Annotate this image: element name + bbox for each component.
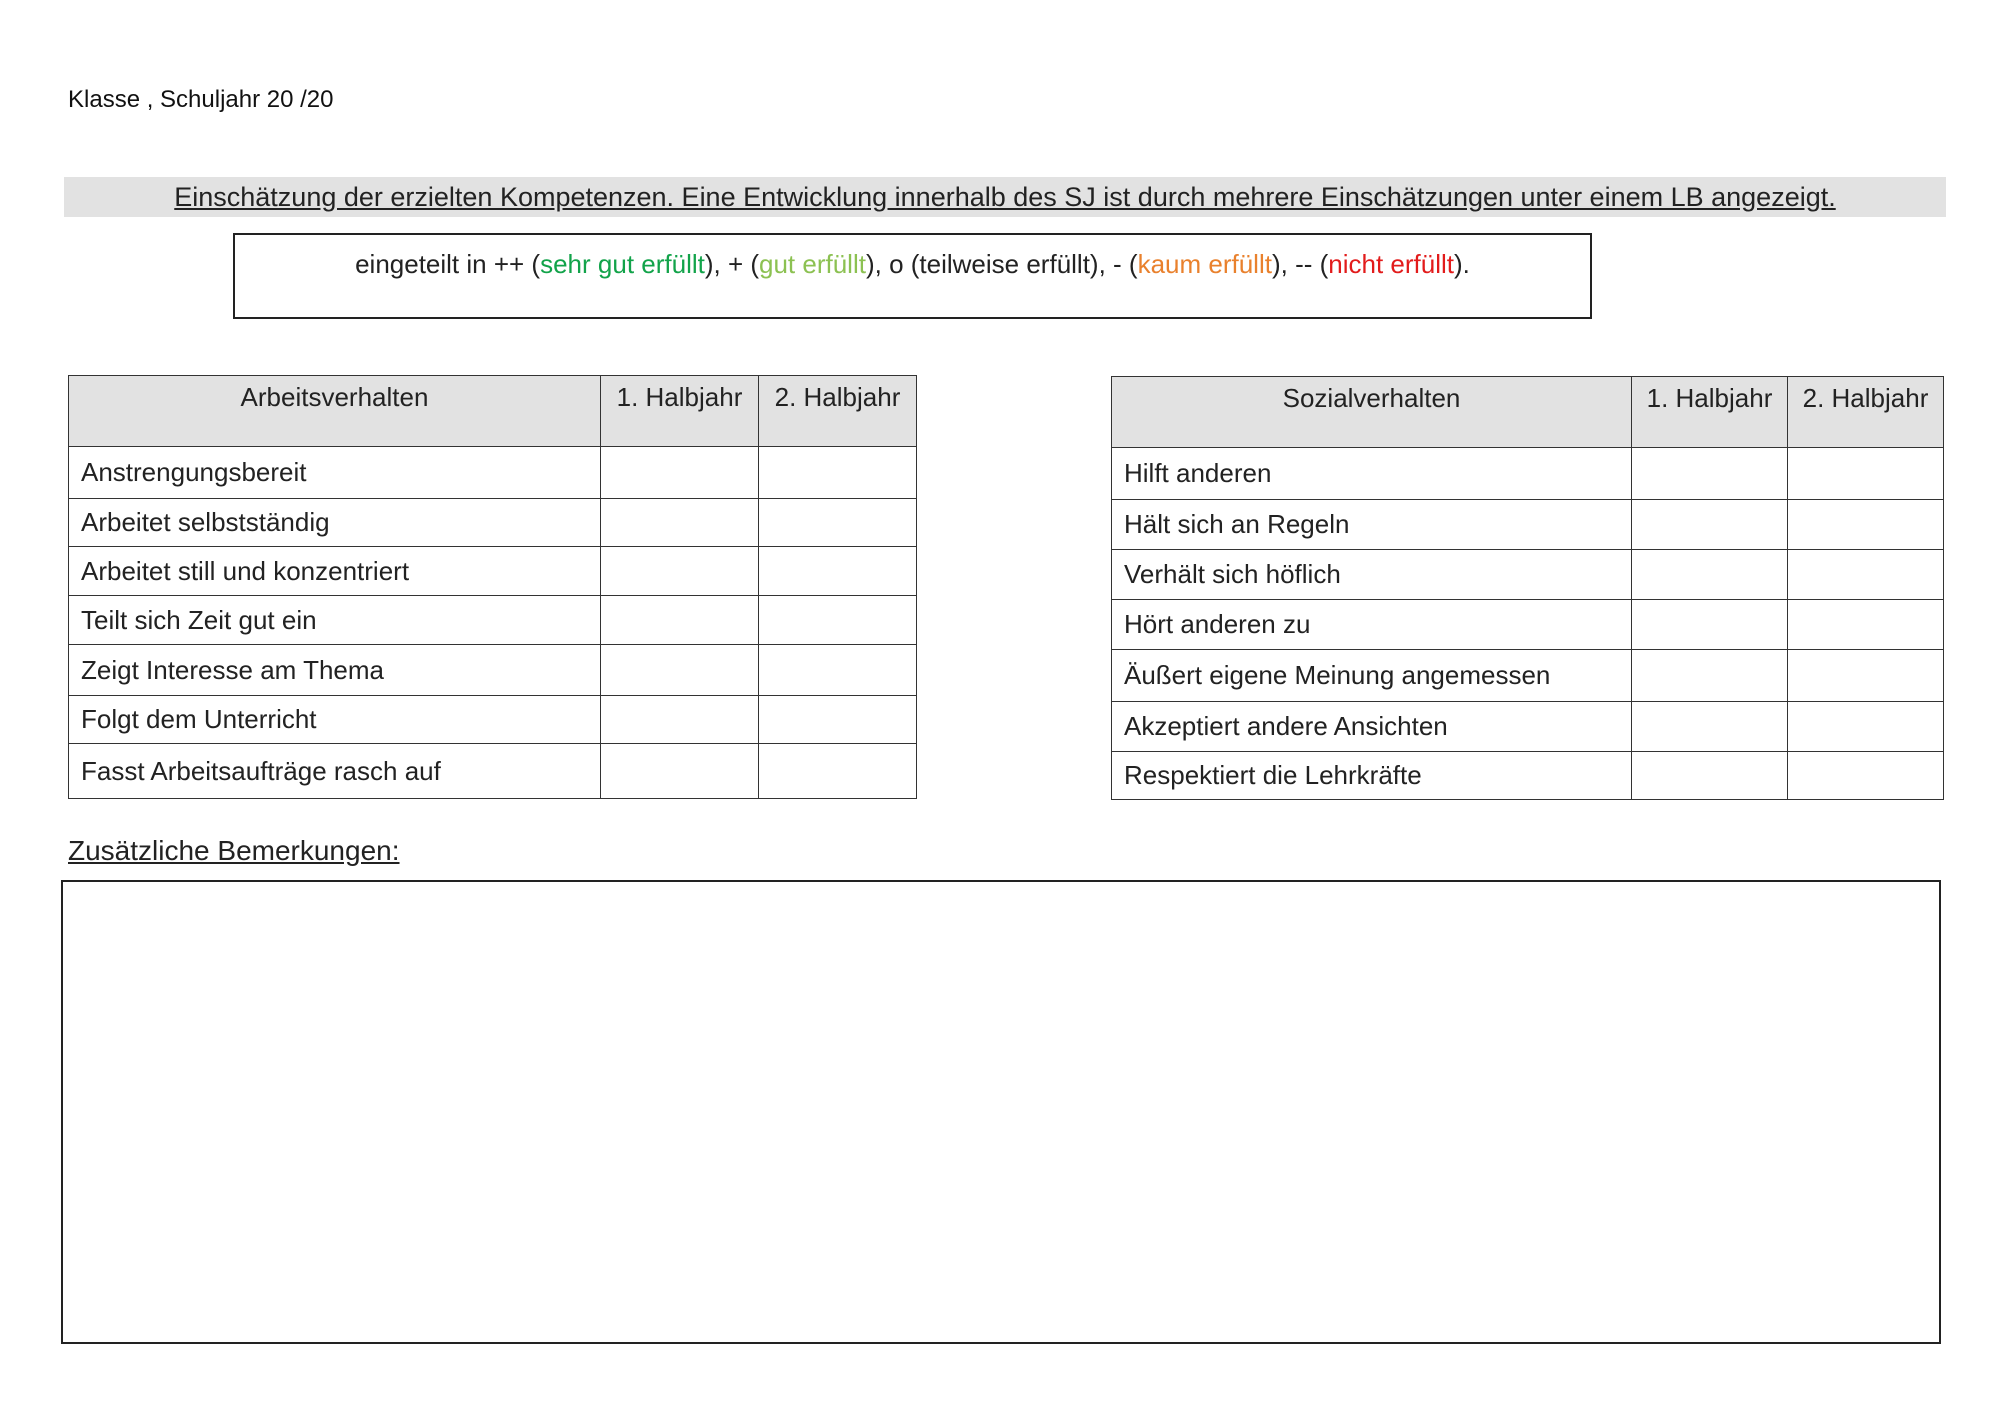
work-criterion: Zeigt Interesse am Thema	[69, 645, 601, 696]
table-header-row	[1112, 377, 1944, 448]
work-col-halbjahr-1: 1. Halbjahr	[601, 376, 759, 447]
rating-cell-halbjahr-2[interactable]	[759, 447, 917, 499]
legend-prefix: eingeteilt in ++ (	[355, 249, 541, 279]
social-behavior-table	[1111, 376, 1944, 800]
remarks-label: Zusätzliche Bemerkungen:	[68, 835, 400, 866]
social-criterion: Äußert eigene Meinung angemessen	[1112, 650, 1632, 702]
table-row	[1112, 550, 1944, 600]
social-criterion: Verhält sich höflich	[1112, 550, 1632, 600]
social-header: Sozialverhalten	[1112, 377, 1632, 448]
table-row	[69, 547, 917, 596]
rating-cell-halbjahr-1[interactable]	[601, 696, 759, 744]
rating-cell-halbjahr-2[interactable]	[1788, 448, 1944, 500]
work-criterion: Teilt sich Zeit gut ein	[69, 596, 601, 645]
assessment-banner	[64, 177, 1946, 217]
rating-cell-halbjahr-2[interactable]	[1788, 752, 1944, 800]
rating-cell-halbjahr-2[interactable]	[1788, 500, 1944, 550]
table-header-row	[69, 376, 917, 447]
rating-cell-halbjahr-1[interactable]	[1632, 448, 1788, 500]
legend-sep: ), -- (	[1271, 249, 1329, 279]
rating-cell-halbjahr-2[interactable]	[759, 645, 917, 696]
rating-cell-halbjahr-1[interactable]	[601, 499, 759, 547]
table-row	[69, 596, 917, 645]
rating-cell-halbjahr-1[interactable]	[601, 744, 759, 799]
table-row	[69, 696, 917, 744]
rating-cell-halbjahr-2[interactable]	[1788, 702, 1944, 752]
legend-level-gut: gut erfüllt	[759, 249, 866, 279]
social-criterion: Respektiert die Lehrkräfte	[1112, 752, 1632, 800]
work-criterion: Anstrengungsbereit	[69, 447, 601, 499]
table-row	[1112, 752, 1944, 800]
table-row	[69, 499, 917, 547]
rating-cell-halbjahr-2[interactable]	[759, 696, 917, 744]
legend-sep: ), o (teilweise erfüllt), - (	[865, 249, 1138, 279]
table-row	[1112, 448, 1944, 500]
rating-cell-halbjahr-1[interactable]	[1632, 500, 1788, 550]
social-criterion: Hält sich an Regeln	[1112, 500, 1632, 550]
work-criterion: Folgt dem Unterricht	[69, 696, 601, 744]
rating-cell-halbjahr-2[interactable]	[1788, 550, 1944, 600]
work-behavior-table	[68, 375, 917, 799]
social-col-halbjahr-1: 1. Halbjahr	[1632, 377, 1788, 448]
rating-legend	[233, 233, 1592, 319]
rating-cell-halbjahr-1[interactable]	[601, 547, 759, 596]
rating-cell-halbjahr-1[interactable]	[1632, 650, 1788, 702]
rating-cell-halbjahr-2[interactable]	[1788, 650, 1944, 702]
legend-level-kaum: kaum erfüllt	[1137, 249, 1272, 279]
class-year-line: Klasse , Schuljahr 20 /20	[68, 86, 334, 113]
social-criterion: Akzeptiert andere Ansichten	[1112, 702, 1632, 752]
work-header: Arbeitsverhalten	[69, 376, 601, 447]
work-criterion: Fasst Arbeitsaufträge rasch auf	[69, 744, 601, 799]
legend-suffix: ).	[1454, 249, 1470, 279]
rating-cell-halbjahr-2[interactable]	[1788, 600, 1944, 650]
rating-cell-halbjahr-2[interactable]	[759, 499, 917, 547]
table-row	[69, 645, 917, 696]
legend-sep: ), + (	[704, 249, 760, 279]
rating-cell-halbjahr-1[interactable]	[1632, 550, 1788, 600]
rating-cell-halbjahr-1[interactable]	[1632, 752, 1788, 800]
work-criterion: Arbeitet selbstständig	[69, 499, 601, 547]
rating-cell-halbjahr-2[interactable]	[759, 547, 917, 596]
table-row	[1112, 600, 1944, 650]
legend-level-nicht: nicht erfüllt	[1328, 249, 1455, 279]
work-criterion: Arbeitet still und konzentriert	[69, 547, 601, 596]
rating-cell-halbjahr-1[interactable]	[1632, 702, 1788, 752]
banner-text: Einschätzung der erzielten Kompetenzen. Eine Entwicklung innerhalb des SJ ist durch mehrere Einschätzungen unter einem LB angezeigt.	[174, 181, 1836, 212]
rating-cell-halbjahr-2[interactable]	[759, 744, 917, 799]
table-row	[69, 447, 917, 499]
table-row	[1112, 702, 1944, 752]
table-row	[69, 744, 917, 799]
rating-cell-halbjahr-1[interactable]	[601, 447, 759, 499]
rating-cell-halbjahr-2[interactable]	[759, 596, 917, 645]
rating-cell-halbjahr-1[interactable]	[1632, 600, 1788, 650]
rating-cell-halbjahr-1[interactable]	[601, 645, 759, 696]
social-col-halbjahr-2: 2. Halbjahr	[1788, 377, 1944, 448]
legend-level-sehr-gut: sehr gut erfüllt	[540, 249, 705, 279]
rating-cell-halbjahr-1[interactable]	[601, 596, 759, 645]
table-row	[1112, 500, 1944, 550]
remarks-field[interactable]	[61, 880, 1941, 1344]
work-col-halbjahr-2: 2. Halbjahr	[759, 376, 917, 447]
social-criterion: Hört anderen zu	[1112, 600, 1632, 650]
table-row	[1112, 650, 1944, 702]
social-criterion: Hilft anderen	[1112, 448, 1632, 500]
